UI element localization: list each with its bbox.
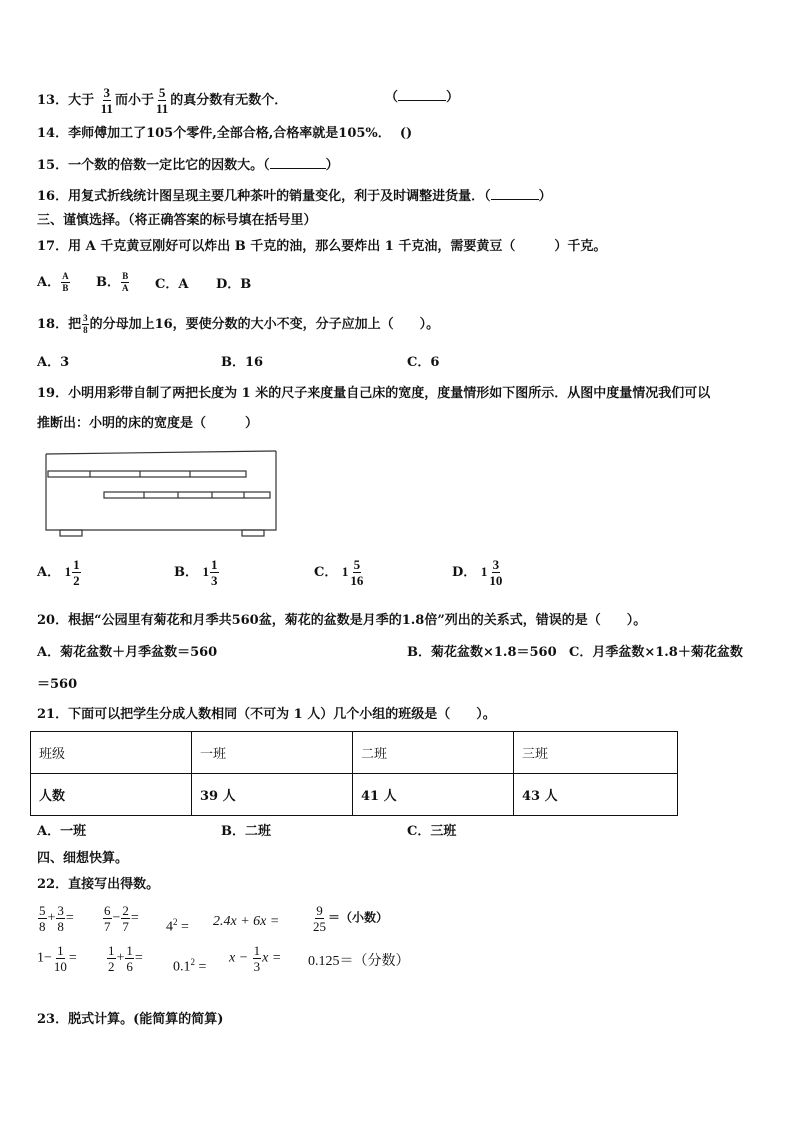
question-18: 18．把 $\frac{3}{8}$ 的分母加上16，要使分数的大小不变，分子应加上（ ）。 [37, 313, 440, 335]
option-19-b[interactable]: B． 1 $\frac{1}{3}$ [174, 557, 218, 588]
question-19-line-1: 19．小明用彩带自制了两把长度为 1 米的尺子来度量自己床的宽度，度量情形如下图所示．从图中度量情况我们可以 [37, 386, 711, 401]
question-14: 14．李师傅加工了105个零件,全部合格,合格率就是105%． () [37, 126, 413, 141]
option-18-b[interactable]: B．16 [221, 355, 264, 370]
option-17-c[interactable]: C．A [155, 277, 189, 292]
answer-blank-16[interactable] [491, 187, 539, 200]
option-20-c[interactable]: C．月季盆数×1.8＋菊花盆数 [569, 645, 743, 660]
class-table [30, 731, 678, 816]
table-cell: 三班 [514, 732, 678, 774]
question-19-line-2: 推断出：小明的床的宽度是（ ） [37, 416, 259, 431]
answer-blank-14[interactable]: () [399, 126, 413, 141]
answer-blank-15[interactable] [270, 156, 326, 169]
fraction: $\frac{5}{11}$ [155, 85, 169, 116]
expr-7: $\frac{1}{2}$ + $\frac{1}{6}$ = [108, 943, 143, 974]
table-cell: 人数 [31, 774, 192, 816]
question-15: 15．一个数的倍数一定比它的因数大。（ ） [37, 158, 339, 173]
table-row [31, 774, 678, 816]
expr-2: $\frac{6}{7}$ − $\frac{2}{7}$ = [104, 903, 139, 934]
table-cell: 41 人 [353, 774, 514, 816]
section-4-heading: 四、细想快算。 [37, 851, 129, 866]
question-22: 22．直接写出得数。 [37, 877, 160, 892]
bed-ruler-figure [40, 446, 290, 540]
section-3-heading: 三、谨慎选择。（将正确答案的标号填在括号里） [37, 213, 317, 228]
table-cell: 39 人 [192, 774, 353, 816]
answer-blank-13[interactable]: （ ） [385, 90, 460, 105]
option-19-d[interactable]: D． 1 $\frac{3}{10}$ [452, 557, 503, 588]
expr-9: x − $\frac{1}{3}$ x = [229, 943, 282, 974]
expr-5: $\frac{9}{25}$ ＝（小数） [313, 903, 389, 934]
option-19-c[interactable]: C． 1 $\frac{5}{16}$ [314, 557, 364, 588]
expr-6: 1− $\frac{1}{10}$ = [37, 943, 77, 974]
expr-8: $0.1^2$ = [173, 957, 207, 975]
option-20-b[interactable]: B．菊花盆数×1.8＝560 [407, 645, 557, 660]
table-cell: 班级 [31, 732, 192, 774]
table-row [31, 732, 678, 774]
option-17-d[interactable]: D．B [216, 277, 252, 292]
option-20-c-continued: ＝560 [37, 677, 78, 692]
table-cell: 一班 [192, 732, 353, 774]
option-18-a[interactable]: A．3 [37, 355, 70, 370]
question-21: 21．下面可以把学生分成人数相同（不可为 1 人）几个小组的班级是（ ）。 [37, 707, 496, 722]
question-16: 16．用复式折线统计图呈现主要几种茶叶的销量变化，利于及时调整进货量．（ ） [37, 189, 552, 204]
option-21-c[interactable]: C．三班 [407, 824, 457, 839]
expr-4: 2.4x + 6x = [213, 914, 280, 929]
question-17: 17．用 A 千克黄豆刚好可以炸出 B 千克的油，那么要炸出 1 千克油，需要黄豆（ ）千克。 [37, 239, 607, 254]
question-20: 20．根据“公园里有菊花和月季共560盆，菊花的盆数是月季的1.8倍”列出的关系式，错误的是（ ）。 [37, 613, 647, 628]
table-cell: 43 人 [514, 774, 678, 816]
question-13: 13．大于 $\frac{3}{11}$ 而小于 $\frac{5}{11}$ 的真分数有无数个． [37, 85, 288, 116]
table-cell: 二班 [353, 732, 514, 774]
expr-10: 0.125＝（分数） [308, 954, 410, 969]
option-17-a[interactable]: A． $\frac{A}{B}$ [37, 271, 69, 293]
option-21-b[interactable]: B．二班 [221, 824, 271, 839]
fraction: $\frac{3}{11}$ [100, 85, 113, 116]
option-18-c[interactable]: C．6 [407, 355, 440, 370]
option-19-a[interactable]: A． 1 $\frac{1}{2}$ [37, 557, 80, 588]
option-21-a[interactable]: A．一班 [37, 824, 87, 839]
option-17-b[interactable]: B． $\frac{B}{A}$ [96, 271, 129, 293]
expr-1: $\frac{5}{8}$ + $\frac{3}{8}$ = [39, 903, 74, 934]
expr-3: $4^2$ = [166, 917, 189, 935]
question-23: 23．脱式计算。(能简算的简算) [37, 1012, 224, 1027]
ruler-2 [104, 492, 270, 498]
ruler-1 [48, 471, 246, 477]
option-20-a[interactable]: A．菊花盆数＋月季盆数＝560 [37, 645, 218, 660]
